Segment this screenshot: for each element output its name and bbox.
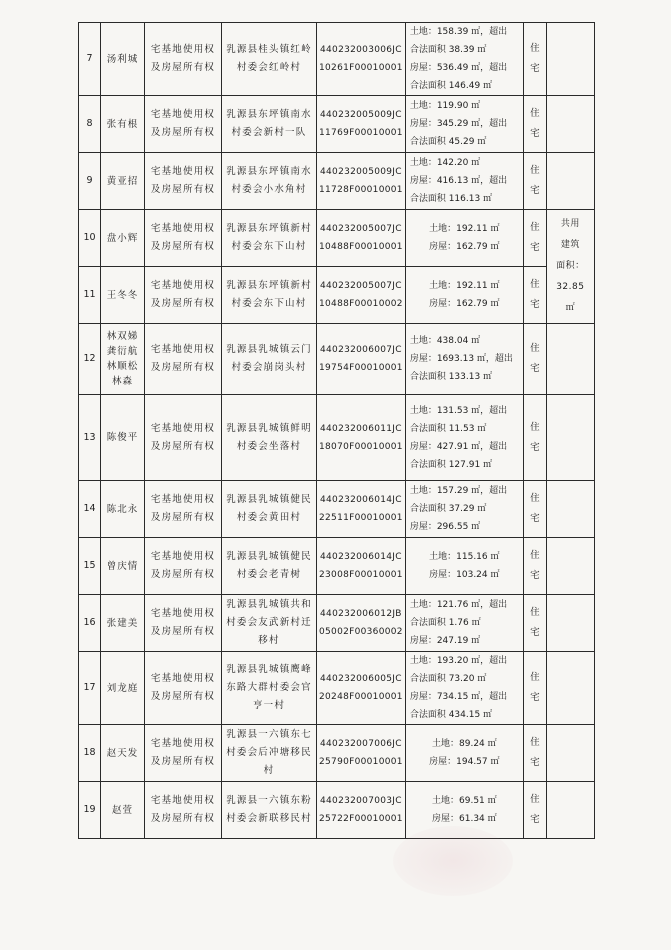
text-line: 房屋：61.34 ㎡	[432, 814, 497, 824]
text-line: 及房屋所有权	[150, 569, 216, 580]
text-line: 盘小辉	[106, 232, 139, 244]
text-line: 土地：192.11 ㎡	[429, 224, 500, 234]
location-cell	[222, 324, 317, 395]
text-line: 宅	[530, 63, 540, 74]
text-line: 房屋：1693.13 ㎡，超出	[409, 354, 513, 364]
parcel-code-cell	[317, 652, 406, 725]
row-number-cell: 7	[79, 23, 101, 96]
text-line: 乳源县一六镇东七	[226, 729, 312, 740]
text-line: 宅	[530, 128, 540, 139]
text-line: 宅	[530, 627, 540, 638]
owner-name-cell	[101, 538, 145, 595]
owner-name-cell	[101, 652, 145, 725]
text-line: 及房屋所有权	[150, 184, 216, 195]
text-line: 住	[530, 794, 540, 805]
right-type-cell	[145, 481, 222, 538]
parcel-code-cell	[317, 481, 406, 538]
text-line: 及房屋所有权	[150, 691, 216, 702]
text-line: 11769F00010001	[319, 128, 403, 138]
text-line: 宅	[530, 363, 540, 374]
area-cell	[405, 153, 523, 210]
right-type-cell	[145, 652, 222, 725]
location-cell	[222, 267, 317, 324]
note-cell	[546, 395, 594, 481]
text-line: 房屋：194.57 ㎡	[429, 757, 500, 767]
text-line: 土地：158.39 ㎡，超出	[409, 27, 508, 37]
text-line: 面积：	[556, 261, 585, 271]
text-line: 土地：438.04 ㎡	[409, 336, 481, 346]
text-line: 村委会老青树	[236, 569, 302, 580]
right-type-cell	[145, 210, 222, 267]
text-line: 土地：121.76 ㎡，超出	[409, 600, 508, 610]
text-line: 村	[263, 765, 275, 776]
text-line: 宅	[530, 692, 540, 703]
text-line: 宅基地使用权	[150, 44, 216, 55]
text-line: 村委会黄田村	[236, 512, 302, 523]
owner-name-cell	[101, 153, 145, 210]
table-row	[79, 96, 595, 153]
text-line: 宅基地使用权	[150, 738, 216, 749]
text-line: 村委会小水角村	[231, 184, 307, 195]
table-row	[79, 652, 595, 725]
location-cell	[222, 782, 317, 839]
use-cell	[523, 652, 546, 725]
text-line: 林森	[111, 376, 133, 387]
text-line: 合法面积 133.13 ㎡	[409, 372, 493, 382]
location-cell	[222, 725, 317, 782]
location-cell	[222, 153, 317, 210]
location-cell	[222, 595, 317, 652]
location-cell	[222, 395, 317, 481]
text-line: 25722F00010001	[319, 814, 403, 824]
owner-name-cell	[101, 595, 145, 652]
text-line: 合法面积 116.13 ㎡	[409, 194, 493, 204]
text-line: 乳源县东坪镇南水	[226, 109, 312, 120]
text-line: 乳源县乳城镇云门	[226, 344, 312, 355]
parcel-code-cell	[317, 153, 406, 210]
row-number-cell: 15	[79, 538, 101, 595]
text-line: 10488F00010001	[319, 242, 403, 252]
text-line: 及房屋所有权	[150, 127, 216, 138]
text-line: 22511F00010001	[319, 513, 403, 523]
row-number-cell: 9	[79, 153, 101, 210]
note-cell	[546, 481, 594, 538]
note-cell	[546, 153, 594, 210]
text-line: 住	[530, 607, 540, 618]
text-line: 村委会东下山村	[231, 298, 307, 309]
right-type-cell	[145, 96, 222, 153]
text-line: 宅基地使用权	[150, 608, 216, 619]
text-line: 村委会新村一队	[231, 127, 307, 138]
text-line: 住	[530, 108, 540, 119]
text-line: 合法面积 11.53 ㎡	[409, 423, 487, 434]
text-line: 黄亚招	[106, 175, 139, 187]
text-line: 宅基地使用权	[150, 494, 216, 505]
text-line: 村委会新联移民村	[226, 813, 312, 824]
text-line: 土地：142.20 ㎡	[409, 158, 481, 168]
text-line: 乳源县东坪镇南水	[226, 166, 312, 177]
right-type-cell	[145, 267, 222, 324]
right-type-cell	[145, 725, 222, 782]
table-row	[79, 395, 595, 481]
text-line: 及房屋所有权	[150, 440, 216, 452]
text-line: 宅基地使用权	[150, 166, 216, 177]
text-line: 房屋：734.15 ㎡，超出	[409, 692, 508, 702]
table-row	[79, 267, 595, 324]
parcel-code-cell	[317, 782, 406, 839]
text-line: 建筑	[560, 240, 580, 250]
shared-area-note-cell	[546, 210, 594, 324]
right-type-cell	[145, 153, 222, 210]
text-line: 陈俊平	[106, 432, 139, 443]
text-line: 440232005007JC	[319, 224, 402, 234]
note-cell	[546, 324, 594, 395]
text-line: 张有根	[106, 118, 139, 130]
row-number-cell: 19	[79, 782, 101, 839]
location-cell	[222, 652, 317, 725]
use-cell	[523, 395, 546, 481]
text-line: 住	[530, 222, 540, 233]
text-line: 村委会后冲塘移民	[226, 747, 312, 758]
text-line: 村委会崩岗头村	[231, 362, 307, 373]
right-type-cell	[145, 395, 222, 481]
text-line: 房屋：345.29 ㎡，超出	[409, 119, 508, 129]
text-line: 宅基地使用权	[150, 673, 216, 684]
row-number-cell: 12	[79, 324, 101, 395]
area-cell	[405, 395, 523, 481]
text-line: 曾庆情	[106, 560, 139, 572]
text-line: 23008F00010001	[319, 570, 403, 580]
row-number-cell: 10	[79, 210, 101, 267]
parcel-code-cell	[317, 23, 406, 96]
location-cell	[222, 538, 317, 595]
text-line: 32.85	[556, 282, 585, 292]
right-type-cell	[145, 538, 222, 595]
row-number-cell: 16	[79, 595, 101, 652]
text-line: 林双娣	[106, 331, 139, 342]
text-line: 及房屋所有权	[150, 362, 216, 373]
text-line: 乳源县乳城镇鲜明	[226, 422, 312, 434]
parcel-code-cell	[317, 267, 406, 324]
parcel-code-cell	[317, 538, 406, 595]
use-cell	[523, 267, 546, 324]
text-line: 宅基地使用权	[150, 280, 216, 291]
right-type-cell	[145, 23, 222, 96]
text-line: 宅	[530, 441, 540, 453]
text-line: 440232006007JC	[319, 345, 402, 355]
text-line: 合法面积 127.91 ㎡	[409, 459, 493, 470]
area-cell	[405, 210, 523, 267]
text-line: 合法面积 1.76 ㎡	[409, 618, 481, 628]
owner-name-cell	[101, 267, 145, 324]
use-cell	[523, 538, 546, 595]
note-cell	[546, 96, 594, 153]
text-line: 宅	[530, 185, 540, 196]
text-line: 及房屋所有权	[150, 298, 216, 309]
text-line: 房屋：416.13 ㎡，超出	[409, 176, 508, 186]
text-line: 村委会坐落村	[236, 440, 302, 452]
text-line: 宅基地使用权	[150, 109, 216, 120]
table-row	[79, 210, 595, 267]
text-line: 及房屋所有权	[150, 626, 216, 637]
text-line: 440232006005JC	[319, 674, 402, 684]
text-line: 住	[530, 165, 540, 176]
location-cell	[222, 210, 317, 267]
table-row	[79, 725, 595, 782]
text-line: 土地：115.16 ㎡	[429, 552, 500, 562]
text-line: 房屋：427.91 ㎡，超出	[409, 441, 508, 452]
text-line: 合法面积 37.29 ㎡	[409, 504, 487, 514]
text-line: 房屋：162.79 ㎡	[429, 242, 500, 252]
row-number-cell: 11	[79, 267, 101, 324]
row-number-cell: 8	[79, 96, 101, 153]
parcel-code-cell	[317, 725, 406, 782]
area-cell	[405, 652, 523, 725]
text-line: 住	[530, 672, 540, 683]
text-line: 移村	[258, 635, 280, 646]
parcel-code-cell	[317, 210, 406, 267]
table-row	[79, 153, 595, 210]
text-line: 土地：157.29 ㎡，超出	[409, 486, 508, 496]
use-cell	[523, 595, 546, 652]
use-cell	[523, 725, 546, 782]
text-line: 20248F00010001	[319, 692, 403, 702]
text-line: 宅	[530, 513, 540, 524]
note-cell	[546, 725, 594, 782]
text-line: 陈北永	[106, 503, 139, 515]
owner-name-cell	[101, 481, 145, 538]
row-number-cell: 13	[79, 395, 101, 481]
parcel-code-cell	[317, 324, 406, 395]
text-line: 土地：193.20 ㎡，超出	[409, 656, 508, 666]
text-line: 共用	[560, 219, 580, 229]
text-line: 宅基地使用权	[150, 551, 216, 562]
text-line: 及房屋所有权	[150, 241, 216, 252]
parcel-code-cell	[317, 96, 406, 153]
text-line: 乳源县桂头镇红岭	[226, 44, 312, 55]
text-line: 440232007006JC	[319, 739, 402, 749]
text-line: 及房屋所有权	[150, 512, 216, 523]
text-line: 乳源县东坪镇新村	[226, 280, 312, 291]
text-line: 王冬冬	[106, 289, 139, 301]
text-line: 林顺松	[106, 361, 139, 372]
text-line: 房屋：247.19 ㎡	[409, 636, 481, 646]
text-line: 住	[530, 279, 540, 290]
table-row	[79, 324, 595, 395]
text-line: 房屋：162.79 ㎡	[429, 299, 500, 309]
owner-name-cell	[101, 725, 145, 782]
text-line: 房屋：296.55 ㎡	[409, 522, 481, 532]
right-type-cell	[145, 595, 222, 652]
text-line: 乳源县乳城镇健民	[226, 494, 312, 505]
text-line: 张建美	[106, 617, 139, 629]
text-line: 宅基地使用权	[150, 795, 216, 806]
text-line: 土地：89.24 ㎡	[432, 739, 497, 749]
text-line: 合法面积 45.29 ㎡	[409, 137, 487, 147]
text-line: 及房屋所有权	[150, 62, 216, 73]
text-line: 宅基地使用权	[150, 344, 216, 355]
text-line: 合法面积 38.39 ㎡	[409, 45, 487, 55]
text-line: 及房屋所有权	[150, 813, 216, 824]
stamp-mark	[393, 826, 513, 896]
note-cell	[546, 652, 594, 725]
text-line: 房屋：536.49 ㎡，超出	[409, 63, 508, 73]
area-cell	[405, 96, 523, 153]
note-cell	[546, 23, 594, 96]
text-line: 土地：119.90 ㎡	[409, 101, 481, 111]
text-line: 合法面积 146.49 ㎡	[409, 81, 493, 91]
text-line: 乳源县乳城镇健民	[226, 551, 312, 562]
use-cell	[523, 324, 546, 395]
text-line: 宅	[530, 242, 540, 253]
area-cell	[405, 725, 523, 782]
text-line: 18070F00010001	[319, 441, 403, 452]
table-row	[79, 595, 595, 652]
text-line: 土地：69.51 ㎡	[432, 796, 497, 806]
text-line: 及房屋所有权	[150, 756, 216, 767]
text-line: 亨一村	[252, 700, 286, 711]
property-table	[78, 22, 595, 839]
text-line: 440232007003JC	[319, 796, 402, 806]
text-line: 土地：131.53 ㎡，超出	[409, 405, 508, 416]
table-row	[79, 782, 595, 839]
owner-name-cell	[101, 395, 145, 481]
text-line: 440232006011JC	[319, 423, 402, 434]
owner-name-cell	[101, 96, 145, 153]
text-line: 房屋：103.24 ㎡	[429, 570, 500, 580]
row-number-cell: 18	[79, 725, 101, 782]
text-line: 村委会红岭村	[236, 62, 302, 73]
text-line: 合法面积 73.20 ㎡	[409, 674, 487, 684]
text-line: ㎡	[565, 303, 576, 313]
text-line: 宅	[530, 570, 540, 581]
text-line: 村委会东下山村	[231, 241, 307, 252]
text-line: 村委会友武新村迁	[226, 617, 312, 628]
text-line: 440232003006JC	[319, 45, 402, 55]
use-cell	[523, 96, 546, 153]
location-cell	[222, 481, 317, 538]
text-line: 宅	[530, 757, 540, 768]
area-cell	[405, 267, 523, 324]
note-cell	[546, 782, 594, 839]
text-line: 住	[530, 421, 540, 433]
note-cell	[546, 538, 594, 595]
text-line: 汤利城	[106, 53, 139, 65]
text-line: 440232006014JC	[319, 495, 402, 505]
text-line: 东路大群村委会官	[226, 682, 312, 693]
text-line: 440232006014JC	[319, 552, 402, 562]
text-line: 住	[530, 343, 540, 354]
text-line: 赵天发	[106, 747, 139, 759]
area-cell	[405, 538, 523, 595]
text-line: 05002F00360002	[319, 627, 403, 637]
table-row	[79, 481, 595, 538]
text-line: 440232005007JC	[319, 281, 402, 291]
text-line: 440232005009JC	[319, 167, 402, 177]
area-cell	[405, 481, 523, 538]
text-line: 合法面积 434.15 ㎡	[409, 710, 493, 720]
use-cell	[523, 481, 546, 538]
text-line: 19754F00010001	[319, 363, 403, 373]
text-line: 住	[530, 737, 540, 748]
owner-name-cell	[101, 324, 145, 395]
right-type-cell	[145, 782, 222, 839]
row-number-cell: 14	[79, 481, 101, 538]
text-line: 龚衍航	[106, 346, 139, 357]
text-line: 10488F00010002	[319, 299, 403, 309]
text-line: 10261F00010001	[319, 63, 403, 73]
row-number-cell: 17	[79, 652, 101, 725]
table-row	[79, 23, 595, 96]
text-line: 11728F00010001	[319, 185, 403, 195]
use-cell	[523, 210, 546, 267]
area-cell	[405, 324, 523, 395]
text-line: 刘龙庭	[106, 682, 139, 694]
text-line: 440232005009JC	[319, 110, 402, 120]
table-row	[79, 538, 595, 595]
text-line: 赵萱	[111, 804, 133, 816]
owner-name-cell	[101, 210, 145, 267]
text-line: 乳源县乳城镇鹰峰	[226, 664, 312, 675]
text-line: 土地：192.11 ㎡	[429, 281, 500, 291]
text-line: 乳源县东坪镇新村	[226, 223, 312, 234]
text-line: 25790F00010001	[319, 757, 403, 767]
owner-name-cell	[101, 782, 145, 839]
right-type-cell	[145, 324, 222, 395]
location-cell	[222, 96, 317, 153]
owner-name-cell	[101, 23, 145, 96]
area-cell	[405, 23, 523, 96]
text-line: 乳源县乳城镇共和	[226, 599, 312, 610]
text-line: 住	[530, 43, 540, 54]
text-line: 宅	[530, 814, 540, 825]
area-cell	[405, 595, 523, 652]
location-cell	[222, 23, 317, 96]
parcel-code-cell	[317, 595, 406, 652]
text-line: 440232006012JB	[320, 609, 402, 619]
table-body	[79, 23, 595, 839]
text-line: 宅基地使用权	[150, 223, 216, 234]
text-line: 宅	[530, 299, 540, 310]
text-line: 宅基地使用权	[150, 422, 216, 434]
use-cell	[523, 782, 546, 839]
use-cell	[523, 23, 546, 96]
text-line: 住	[530, 550, 540, 561]
note-cell	[546, 595, 594, 652]
text-line: 乳源县一六镇东粉	[226, 795, 312, 806]
use-cell	[523, 153, 546, 210]
parcel-code-cell	[317, 395, 406, 481]
text-line: 住	[530, 493, 540, 504]
